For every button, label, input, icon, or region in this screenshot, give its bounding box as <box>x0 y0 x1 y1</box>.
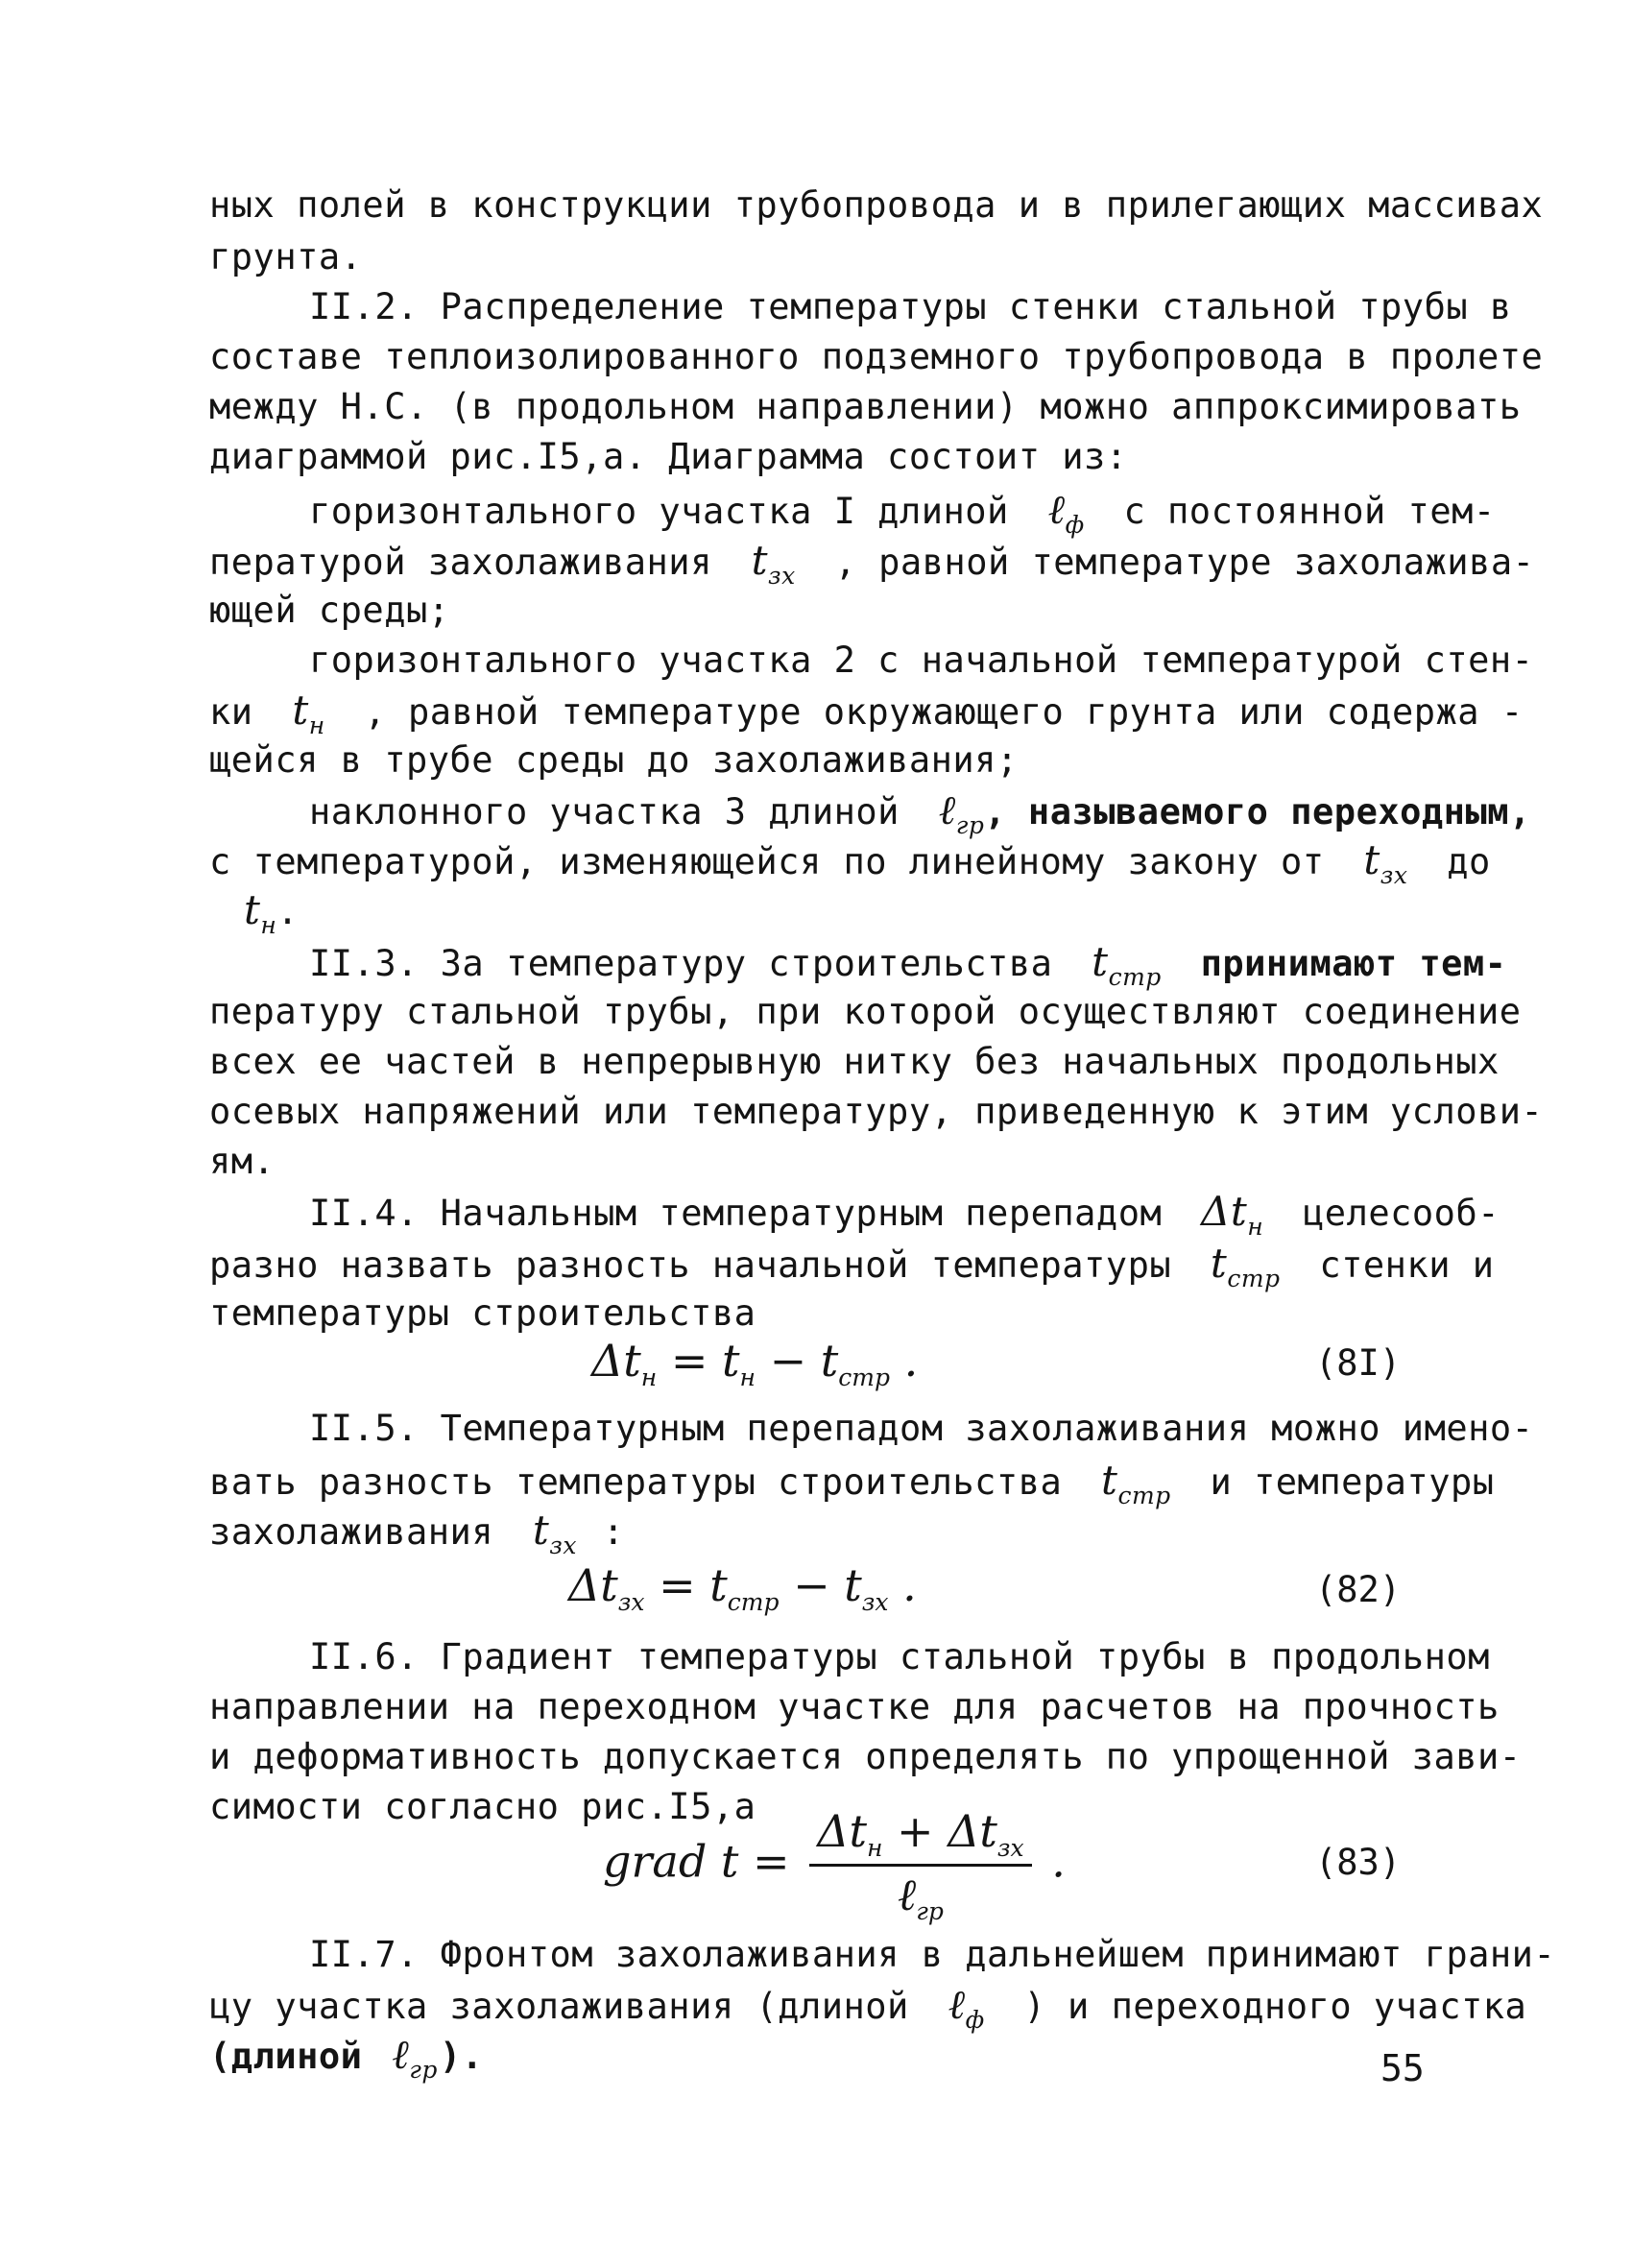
formula-82: $\Delta t_{зх} = t_{стр} - t_{зх}$ . <box>568 1559 917 1616</box>
text-line: ям. <box>209 1141 276 1182</box>
text-line: направлении на переходном участке для расчетов на прочность <box>209 1686 1500 1727</box>
list-item-segment-2: горизонтального участка 2 с начальной температурой стен- <box>309 639 1534 681</box>
paragraph-11-2: II.2. Распределение температуры стенки стальной трубы в <box>309 286 1512 327</box>
text-line: пературу стальной трубы, при которой осуществляют соединение <box>209 991 1522 1032</box>
symbol-t-str: $t_{стр}$ <box>1210 1240 1281 1292</box>
text-line: всех ее частей в непрерывную нитку без начальных продольных <box>209 1041 1500 1082</box>
symbol-t-zx: $t_{зх}$ <box>751 537 796 590</box>
symbol-l-f: ℓ$_ф$ <box>948 1981 985 2034</box>
text-line: диаграммой рис.I5,а. Диаграмма состоит из: <box>209 436 1128 477</box>
fraction-denominator: ℓ$_{гр}$ <box>898 1869 944 1925</box>
symbol-l-f: ℓ$_ф$ <box>1047 486 1085 539</box>
text-line: $t_н$. <box>244 886 300 939</box>
paragraph-11-7: II.7. Фронтом захолаживания в дальнейшем принимают грани- <box>309 1934 1556 1975</box>
symbol-t: t <box>244 886 261 933</box>
paragraph-11-5: II.5. Температурным перепадом захолаживания можно имено- <box>309 1408 1534 1449</box>
symbol-l-gr: ℓ$_{гр}$ <box>938 786 985 839</box>
text-line: захолаживания $t_{зх}$ : <box>209 1506 1448 1571</box>
fraction-bar <box>809 1864 1031 1867</box>
symbol-sub-n: н <box>260 911 277 939</box>
list-item-segment-3: наклонного участка 3 длиной ℓ$_{гр}$, называемого переходным, <box>309 785 1548 851</box>
fraction-numerator: $\Delta t_н + \Delta t_{зх}$ <box>817 1805 1024 1862</box>
equation-number-82: (82) <box>1315 1569 1402 1610</box>
formula-83: grad t = $\frac{\Delta t_н + \Delta t_{зх}}{\ell_{гр}}$ . <box>603 1805 1066 1925</box>
symbol-delta-t-n: $\Delta t_н$ <box>1201 1188 1264 1241</box>
text-line: симости согласно рис.I5,а <box>209 1786 756 1827</box>
equation-number-83: (83) <box>1315 1842 1402 1883</box>
formula-81: $\Delta t_н = t_н - t_{стр}$ . <box>591 1335 919 1391</box>
text-line: ки $t_н$ , равной температуре окружающего грунта или содержа - <box>209 686 1448 751</box>
text-line: пературой захолаживания $t_{зх}$ , равной температуре захолажива- <box>209 536 1448 601</box>
equation-number-81: (8I) <box>1315 1342 1402 1384</box>
text-line: щейся в трубе среды до захолаживания; <box>209 739 1019 781</box>
symbol-t-zx: $t_{зх}$ <box>532 1507 577 1559</box>
text-line: ющей среды; <box>209 590 450 631</box>
fraction <box>809 1805 1031 1925</box>
symbol-t-zx: $t_{зх}$ <box>1363 836 1408 889</box>
symbol-t-str: $t_{стр}$ <box>1101 1457 1171 1509</box>
page-number: 55 <box>1380 2047 1425 2089</box>
text-line: вать разность температуры строительства $t_{стр}$ и температуры <box>209 1456 1448 1521</box>
paragraph-11-6: II.6. Градиент температуры стальной трубы в продольном <box>309 1636 1490 1677</box>
text-line: разно назвать разность начальной температуры $t_{стр}$ стенки и <box>209 1239 1448 1304</box>
symbol-t-n: $t_н$ <box>292 687 325 739</box>
symbol-t-str: $t_{стр}$ <box>1092 938 1162 991</box>
paragraph-11-3: II.3. За температуру строительства $t_{стр}$ принимают тем- <box>309 937 1548 1002</box>
paragraph-11-4: II.4. Начальным температурным перепадом $\Delta t_н$ целесооб- <box>309 1187 1548 1252</box>
text-line: осевых напряжений или температуру, приведенную к этим услови- <box>209 1091 1544 1132</box>
text-line: цу участка захолаживания (длиной ℓ$_ф$ ) и переходного участка <box>209 1980 1448 2045</box>
symbol-l-gr: ℓ$_{гр}$ <box>392 2031 438 2084</box>
text-line: составе теплоизолированного подземного трубопровода в пролете <box>209 336 1544 377</box>
text-line: между Н.С. (в продольном направлении) можно аппроксимировать <box>209 386 1522 427</box>
text-line: и деформативность допускается определять по упрощенной зави- <box>209 1736 1522 1777</box>
text-line: (длиной ℓ$_{гр}$). <box>209 2030 1448 2095</box>
text-line: с температурой, изменяющейся по линейному закону от $t_{зх}$ до <box>209 835 1448 901</box>
text-line: ных полей в конструкции трубопровода и в прилегающих массивах <box>209 184 1544 226</box>
list-item-segment-1: горизонтального участка I длиной ℓ$_ф$ с постоянной тем- <box>309 485 1548 550</box>
text-line: грунта. <box>209 236 363 277</box>
text-line: температуры строительства <box>209 1292 756 1334</box>
